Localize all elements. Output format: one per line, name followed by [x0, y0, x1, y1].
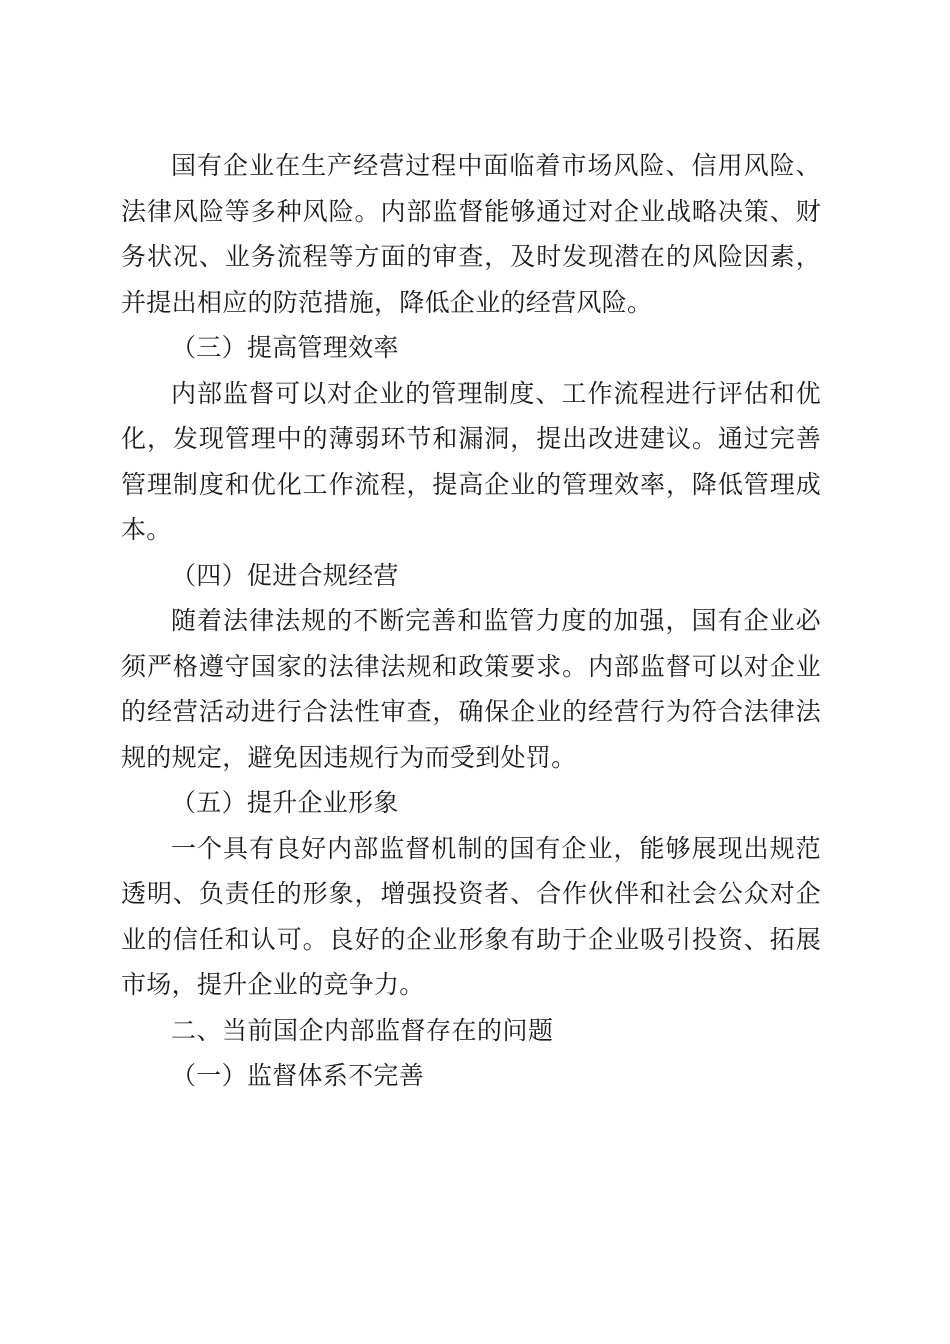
subheading-corporate-image: （五）提升企业形象: [171, 788, 399, 817]
paragraph-corporate-image: 一个具有良好内部监督机制的国有企业，能够展现出规范透明、负责任的形象，增强投资者、合作伙伴和社会公众对企业的信任和认可。良好的企业形象有助于企业吸引投资、拓展市场，提升企业的竞争力。: [121, 833, 821, 999]
paragraph-risk-control: 国有企业在生产经营过程中面临着市场风险、信用风险、法律风险等多种风险。内部监督能够通过对企业战略决策、财务状况、业务流程等方面的审查，及时发现潜在的风险因素，并提出相应的防范措施，降低企业的经营风险。: [121, 151, 821, 317]
subheading-compliance: （四）促进合规经营: [171, 560, 399, 590]
subheading-supervision-system: （一）监督体系不完善: [171, 1061, 425, 1090]
document-body: [121, 143, 821, 1099]
paragraph-management-efficiency: 内部监督可以对企业的管理制度、工作流程进行评估和优化，发现管理中的薄弱环节和漏洞，提出改进建议。通过完善管理制度和优化工作流程，提高企业的管理效率，降低管理成本。: [121, 378, 821, 544]
section-heading-problems: 二、当前国企内部监督存在的问题: [171, 1015, 554, 1045]
paragraph-compliance: 随着法律法规的不断完善和监管力度的加强，国有企业必须严格遵守国家的法律法规和政策要求。内部监督可以对企业的经营活动进行合法性审查，确保企业的经营行为符合法律法规的规定，避免因违规行为而受到处罚。: [121, 606, 821, 772]
subheading-improve-efficiency: （三）提高管理效率: [171, 333, 399, 362]
